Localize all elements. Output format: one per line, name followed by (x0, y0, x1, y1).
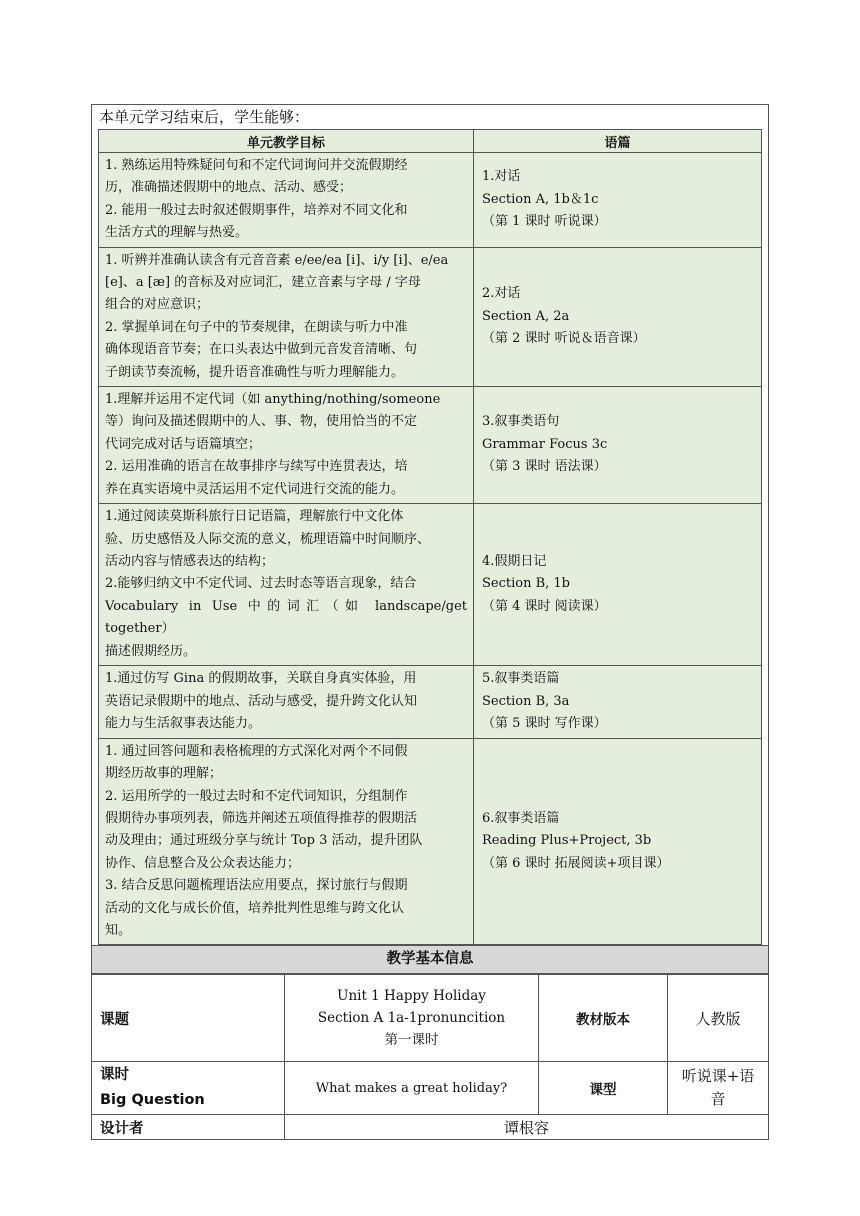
objective-cell (99, 665, 474, 738)
text-line: Section B, 1b (482, 576, 571, 592)
lesson-plan-document (91, 104, 769, 1140)
period-label: 课时 (100, 1067, 129, 1084)
objective-cell (99, 387, 474, 504)
objective-cell (99, 504, 474, 666)
objective-line: 1.通过阅读莫斯科旅行日记语篇，理解旅行中文化体 (105, 509, 404, 525)
topic-row (92, 975, 769, 1062)
unit-goals-table (98, 129, 762, 945)
objective-cell (99, 153, 474, 248)
designer-value: 谭根容 (285, 1115, 769, 1140)
objective-line: 协作、信息整合及公众表达能力； (105, 855, 301, 871)
objective-line: 1. 熟练运用特殊疑问句和不定代词询问并交流假期经 (105, 158, 408, 173)
text-line: Section B, 3a (482, 693, 570, 709)
objective-line: 确体现语音节奏；在口头表达中做到元音发音清晰、句 (105, 342, 418, 358)
text-cell (474, 738, 762, 945)
objective-line: 2. 能用一般过去时叙述假期事件，培养对不同文化和 (105, 202, 408, 218)
textbook-label: 教材版本 (539, 975, 668, 1062)
text-cell (474, 387, 762, 504)
intro-text: 本单元学习结束后，学生能够： (99, 108, 310, 126)
objective-line: 等）询问及描述假期中的人、事、物，使用恰当的不定 (105, 414, 418, 430)
objective-line: 组合的对应意识； (105, 297, 210, 313)
objective-line: 养在真实语境中灵活运用不定代词进行交流的能力。 (105, 481, 405, 497)
text-cell (474, 504, 762, 666)
goal-row (99, 504, 762, 666)
objective-line: 2. 掌握单词在句子中的节奏规律，在朗读与听力中准 (105, 319, 408, 335)
text-cell (474, 665, 762, 738)
designer-label: 设计者 (92, 1115, 285, 1140)
objective-line: 1. 听辨并准确认读含有元音音素 e/ee/ea [i]、i/y [i]、e/ea (105, 252, 449, 268)
big-question-label: Big Question (100, 1092, 205, 1109)
objective-line: 动及理由；通过班级分享与统计 Top 3 活动，提升团队 (105, 833, 423, 849)
topic-line: Section A 1a-1pronuncition (317, 1010, 506, 1027)
big-question-value: What makes a great holiday? (285, 1062, 539, 1115)
objective-line: 活动的文化与成长价值，培养批判性思维与跨文化认 (105, 900, 405, 916)
topic-line: 第一课时 (384, 1032, 439, 1049)
text-line: （第 4 课时 阅读课） (482, 598, 607, 614)
text-line: （第 6 课时 拓展阅读+项目课） (482, 855, 670, 871)
goal-row (99, 153, 762, 248)
objective-line: 1. 通过回答问题和表格梳理的方式深化对两个不同假 (105, 743, 408, 759)
objective-cell (99, 738, 474, 945)
objective-line: 生活方式的理解与热爱。 (105, 225, 249, 241)
text-cell (474, 153, 762, 248)
period-label-cell (92, 1062, 285, 1115)
text-line: 6.叙事类语篇 (482, 810, 560, 826)
objective-line: 描述假期经历。 (105, 643, 197, 659)
textbook-value: 人教版 (668, 975, 769, 1062)
objective-line: [e]、a [æ] 的音标及对应词汇，建立音素与字母 / 字母 (105, 275, 421, 291)
objective-line: 能力与生活叙事表达能力。 (105, 716, 262, 732)
designer-row (92, 1115, 769, 1140)
objective-line: 知。 (105, 922, 132, 938)
text-line: 5.叙事类语篇 (482, 670, 560, 686)
topic-label: 课题 (92, 975, 285, 1062)
text-column-header: 语篇 (474, 130, 762, 153)
text-line: 4.假期日记 (482, 553, 547, 569)
lesson-type-line: 音 (710, 1090, 726, 1109)
objective-line: 验、历史感悟及人际交流的意义，梳理语篇中时间顺序、 (105, 531, 431, 547)
lesson-type-line: 听说课+语 (681, 1067, 755, 1086)
goal-row (99, 665, 762, 738)
topic-value (285, 975, 539, 1062)
objective-line: 活动内容与情感表达的结构； (105, 553, 275, 569)
objective-line: Vocabulary in Use 中的词汇（如 landscape/get together） (105, 598, 467, 637)
goal-row (99, 247, 762, 386)
text-line: （第 1 课时 听说课） (482, 214, 607, 230)
unit-goals-section (91, 104, 769, 945)
objective-line: 子朗读节奏流畅，提升语音准确性与听力理解能力。 (105, 364, 405, 380)
objective-line: 代词完成对话与语篇填空； (105, 436, 262, 452)
objective-cell (99, 247, 474, 386)
goals-header-row (99, 130, 762, 153)
basic-info-table (91, 974, 769, 1140)
objective-column-header: 单元教学目标 (99, 130, 474, 153)
objective-line: 1.理解并运用不定代词（如 anything/nothing/someone (105, 392, 441, 408)
objective-line: 历，准确描述假期中的地点、活动、感受； (105, 180, 353, 196)
text-line: （第 3 课时 语法课） (482, 459, 607, 475)
goals-body (99, 153, 762, 945)
text-line: Section A, 2a (482, 308, 570, 324)
text-line: 2.对话 (482, 285, 521, 301)
period-row (92, 1062, 769, 1115)
text-line: （第 2 课时 听说＆语音课） (482, 331, 646, 347)
text-line: Section A, 1b＆1c (482, 191, 599, 207)
lesson-type-label: 课型 (539, 1062, 668, 1115)
objective-line: 2. 运用所学的一般过去时和不定代词知识，分组制作 (105, 788, 408, 804)
text-line: （第 5 课时 写作课） (482, 716, 607, 732)
lesson-type-value (668, 1062, 769, 1115)
basic-info-header: 教学基本信息 (91, 945, 769, 974)
objective-line: 英语记录假期中的地点、活动与感受，提升跨文化认知 (105, 693, 418, 709)
objective-line: 2.能够归纳文中不定代词、过去时态等语言现象，结合 (105, 576, 417, 592)
goal-row (99, 738, 762, 945)
objective-line: 期经历故事的理解； (105, 766, 223, 782)
objective-line: 3. 结合反思问题梳理语法应用要点，探讨旅行与假期 (105, 878, 408, 894)
objective-line: 假期待办事项列表，筛选并阐述五项值得推荐的假期活 (105, 810, 418, 826)
goal-row (99, 387, 762, 504)
objective-line: 1.通过仿写 Gina 的假期故事，关联自身真实体验，用 (105, 671, 417, 687)
text-line: 3.叙事类语句 (482, 414, 560, 430)
text-line: 1.对话 (482, 168, 521, 184)
text-line: Grammar Focus 3c (482, 436, 608, 452)
text-cell (474, 247, 762, 386)
text-line: Reading Plus+Project, 3b (482, 833, 652, 849)
topic-line: Unit 1 Happy Holiday (337, 988, 486, 1005)
objective-line: 2. 运用准确的语言在故事排序与续写中连贯表达，培 (105, 459, 408, 475)
